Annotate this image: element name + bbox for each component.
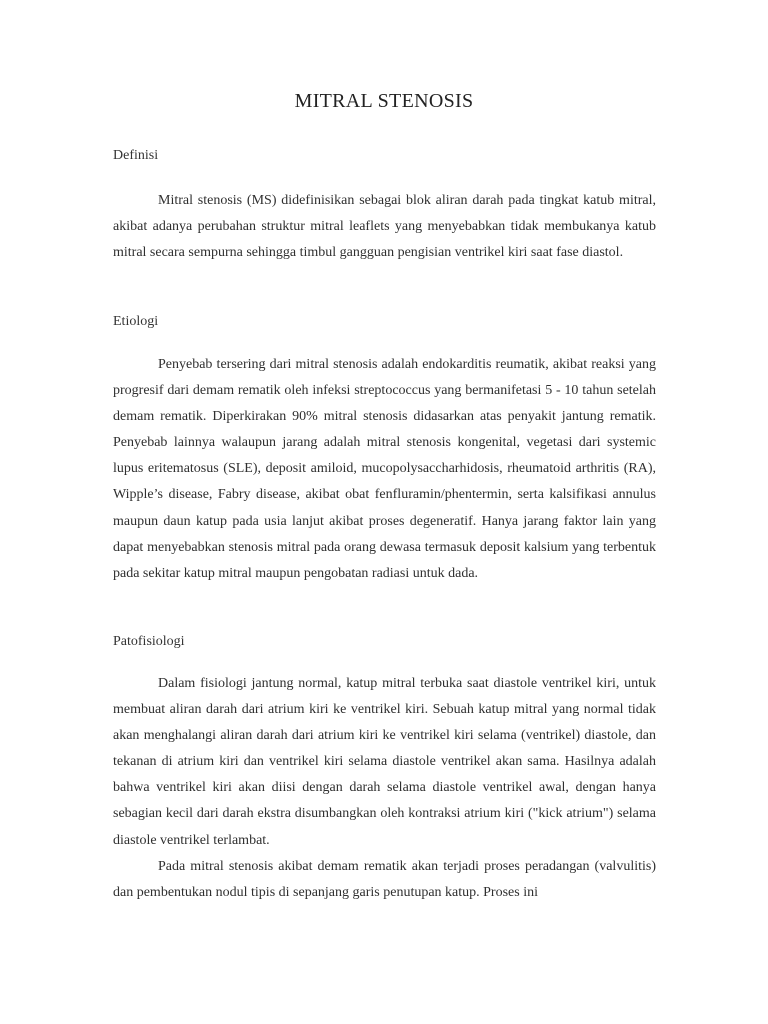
section-heading-patofisiologi: Patofisiologi — [113, 634, 185, 649]
paragraph-patofisiologi-1: Dalam fisiologi jantung normal, katup mitral terbuka saat diastole ventrikel kiri, untuk membuat aliran darah dari atrium kiri ke ventrikel kiri. Sebuah katup mitral yang normal tidak akan menghalangi aliran darah dari atrium kiri ke ventrikel kiri selama (ventrikel) diastole, dan tekanan di atrium kiri dan ventrikel kiri selama diastole ventrikel akan sama. Hasilnya adalah bahwa ventrikel kiri akan diisi dengan darah selama diastole ventrikel awal, dengan hanya sebagian kecil dari darah ekstra disumbangkan oleh kontraksi atrium kiri ("kick atrium") selama diastole ventrikel terlambat. — [113, 676, 656, 848]
paragraph-patofisiologi-2: Pada mitral stenosis akibat demam rematik akan terjadi proses peradangan (valvulitis) dan pembentukan nodul tipis di sepanjang garis penutupan katup. Proses ini — [113, 859, 656, 901]
document-title: MITRAL STENOSIS — [294, 90, 474, 112]
section-heading-definisi: Definisi — [113, 148, 159, 163]
paragraph-definisi: Mitral stenosis (MS) didefinisikan sebagai blok aliran darah pada tingkat katub mitral, akibat adanya perubahan struktur mitral leaflets yang menyebabkan tidak membukanya katub mitral secara sempurna sehingga timbul gangguan pengisian ventrikel kiri saat fase diastol. — [113, 193, 656, 261]
paragraph-etiologi: Penyebab tersering dari mitral stenosis adalah endokarditis reumatik, akibat reaksi yang progresif dari demam rematik oleh infeksi streptococcus yang bermanifetasi 5 - 10 tahun setelah demam rematik. Diperkirakan 90% mitral stenosis didasarkan atas penyakit jantung rematik. Penyebab lainnya walaupun jarang adalah mitral stenosis kongenital, vegetasi dari systemic lupus eritematosus (SLE), deposit amiloid, mucopolysaccharhidosis, rheumatoid arthritis (RA), Wipple’s disease, Fabry disease, akibat obat fenfluramin/phentermin, serta kalsifikasi annulus maupun daun katup pada usia lanjut akibat proses degeneratif. Hanya jarang faktor lain yang dapat menyebabkan stenosis mitral pada orang dewasa termasuk deposit kalsium yang terbentuk pada sekitar katup mitral maupun pengobatan radiasi untuk dada. — [113, 357, 656, 581]
section-heading-etiologi: Etiologi — [113, 314, 159, 329]
